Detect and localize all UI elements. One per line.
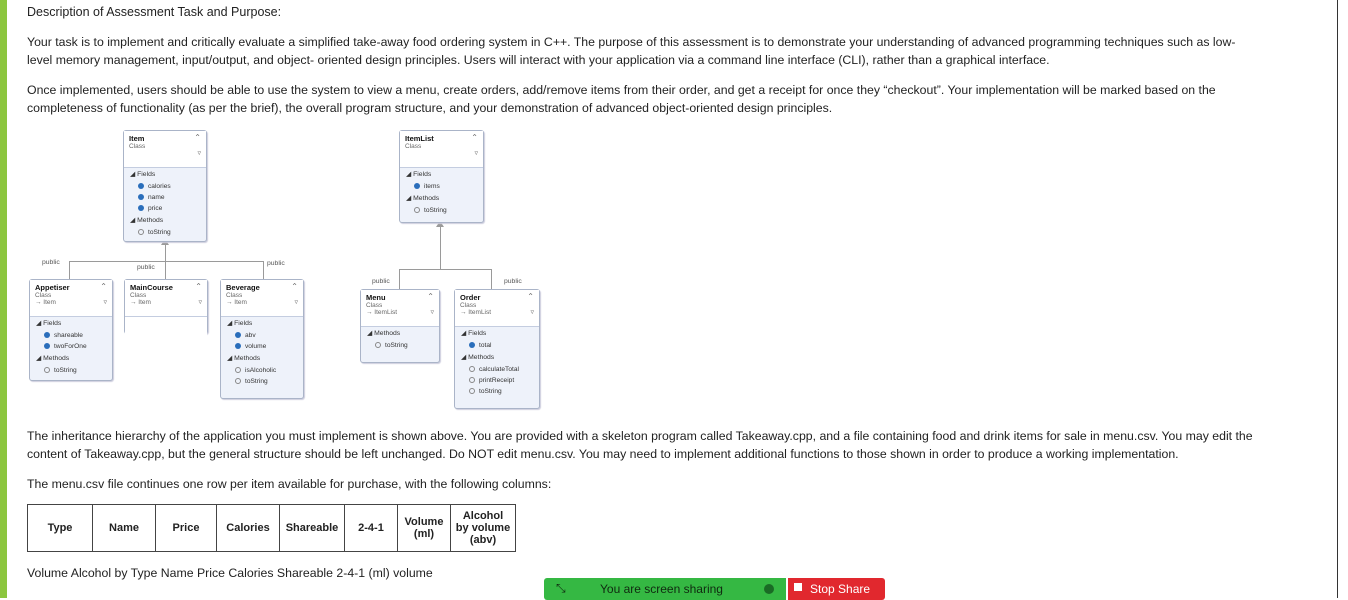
- stop-icon: [794, 583, 802, 591]
- class-name: Order: [460, 293, 481, 302]
- public-label: public: [372, 278, 390, 285]
- methods-section: ◢ Methods: [221, 352, 303, 365]
- screen-share-bar: [544, 578, 885, 600]
- class-kind: Class: [405, 143, 422, 150]
- sharing-status[interactable]: [544, 578, 786, 600]
- left-accent-bar: [0, 0, 7, 598]
- stop-share-button[interactable]: [788, 578, 885, 600]
- paragraph-task: [27, 33, 1322, 69]
- method-icon: [414, 207, 420, 213]
- field-row: items: [400, 181, 483, 192]
- class-parent: → Item: [35, 299, 56, 306]
- class-diagram: [27, 125, 587, 415]
- field-icon: [235, 332, 241, 338]
- uml-class-menu: [360, 289, 440, 363]
- sharing-status-text: You are screen sharing: [600, 582, 723, 596]
- class-kind: Class: [130, 292, 147, 299]
- methods-section: ◢ Methods: [400, 192, 483, 205]
- class-kind: Class: [226, 292, 243, 299]
- paragraph-line: Once implemented, users should be able to use the system to view a menu, create orders, add/remove items from their order, and get a receipt for once they “checkout”. Your implementation will be marked based on the: [27, 83, 1216, 97]
- connector: [263, 261, 264, 279]
- connector: [399, 269, 492, 270]
- class-name: Appetiser: [35, 283, 70, 292]
- connector: [440, 227, 441, 269]
- collapse-icon: ⌃: [471, 133, 478, 142]
- class-parent: → Item: [226, 299, 247, 306]
- class-kind: Class: [460, 302, 477, 309]
- filter-icon: ▿: [197, 150, 201, 157]
- filter-icon: ▿: [474, 150, 478, 157]
- menu-columns-table: [27, 504, 516, 552]
- class-kind: Class: [35, 292, 52, 299]
- paragraph-usage: [27, 81, 1322, 117]
- methods-section: ◢ Methods: [124, 214, 206, 227]
- stop-share-label: Stop Share: [810, 582, 871, 596]
- collapse-icon: ⌃: [427, 292, 434, 301]
- method-icon: [469, 388, 475, 394]
- field-row: twoForOne: [30, 341, 112, 352]
- class-parent: → Item: [130, 299, 151, 306]
- class-name: ItemList: [405, 134, 434, 143]
- method-row: isAlcoholic: [221, 365, 303, 376]
- method-row: printReceipt: [455, 375, 539, 386]
- paragraph-menu-csv: The menu.csv file continues one row per item available for purchase, with the following columns:: [27, 477, 552, 491]
- field-icon: [138, 194, 144, 200]
- column-header: Price: [156, 505, 217, 552]
- paragraph-line: completeness of functionality (as per the brief), the overall program structure, and your demonstration of advanced object-oriented design principles.: [27, 101, 833, 115]
- public-label: public: [137, 264, 155, 271]
- filter-icon: ▿: [103, 299, 107, 306]
- method-icon: [235, 367, 241, 373]
- field-icon: [44, 343, 50, 349]
- section-heading: Description of Assessment Task and Purpose:: [27, 5, 282, 19]
- collapse-icon: ⌃: [194, 133, 201, 142]
- field-icon: [44, 332, 50, 338]
- collapse-icon: ⌃: [527, 292, 534, 301]
- method-icon: [375, 342, 381, 348]
- connector: [491, 269, 492, 289]
- field-icon: [469, 342, 475, 348]
- method-icon: [138, 229, 144, 235]
- right-border: [1337, 0, 1338, 598]
- collapse-icon: ⌃: [291, 282, 298, 291]
- filter-icon: ▿: [294, 299, 298, 306]
- field-row: total: [455, 340, 539, 351]
- column-header: Volume (ml): [398, 505, 451, 552]
- field-icon: [414, 183, 420, 189]
- class-kind: Class: [129, 143, 146, 150]
- column-header: Shareable: [280, 505, 345, 552]
- method-icon: [469, 366, 475, 372]
- field-row: price: [124, 203, 206, 214]
- paragraph-hierarchy: [27, 427, 1322, 463]
- table-header-row: [28, 505, 516, 552]
- fields-section: ◢ Fields: [400, 168, 483, 181]
- field-row: shareable: [30, 330, 112, 341]
- paragraph-line: Your task is to implement and critically evaluate a simplified take-away food ordering system in C++. The purpose of this assessment is to demonstrate your understanding of advanced programming techniques such as low-: [27, 35, 1236, 49]
- column-header: Calories: [217, 505, 280, 552]
- collapse-icon: ⌃: [195, 282, 202, 291]
- fields-section: ◢ Fields: [455, 327, 539, 340]
- field-icon: [235, 343, 241, 349]
- column-header: Name: [93, 505, 156, 552]
- uml-class-itemlist: [399, 130, 484, 223]
- public-label: public: [504, 278, 522, 285]
- class-name: Beverage: [226, 283, 260, 292]
- public-label: public: [267, 260, 285, 267]
- connector: [69, 261, 263, 262]
- field-row: abv: [221, 330, 303, 341]
- method-icon: [44, 367, 50, 373]
- column-header: Alcohol by volume (abv): [451, 505, 516, 552]
- method-row: toString: [400, 205, 483, 216]
- drag-handle-icon[interactable]: ⤡: [556, 581, 566, 595]
- uml-class-order: [454, 289, 540, 409]
- class-kind: Class: [366, 302, 383, 309]
- method-row: toString: [455, 386, 539, 397]
- method-icon: [235, 378, 241, 384]
- paragraph-line: level memory management, input/output, and object- oriented design principles. Users will interact with your application via a command line interface (CLI), rather than a graphical interface.: [27, 53, 1050, 67]
- method-row: calculateTotal: [455, 364, 539, 375]
- uml-class-beverage: [220, 279, 304, 399]
- paragraph-line: content of Takeaway.cpp, but the general structure should be left unchanged. Do NOT edit menu.csv. You may need to implement additional functions to those shown in order to produce a working implementation.: [27, 447, 1179, 461]
- uml-class-maincourse: [124, 279, 208, 334]
- field-row: volume: [221, 341, 303, 352]
- class-name: Item: [129, 134, 145, 143]
- filter-icon: ▿: [430, 309, 434, 316]
- fields-section: ◢ Fields: [221, 317, 303, 330]
- connector: [399, 269, 400, 289]
- filter-icon: ▿: [530, 309, 534, 316]
- field-row: calories: [124, 181, 206, 192]
- filter-icon: ▿: [198, 299, 202, 306]
- method-icon: [469, 377, 475, 383]
- shield-icon: [764, 584, 774, 594]
- methods-section: ◢ Methods: [361, 327, 439, 340]
- fields-section: ◢ Fields: [124, 168, 206, 181]
- column-header: Type: [28, 505, 93, 552]
- connector: [165, 245, 166, 261]
- paragraph-line: The inheritance hierarchy of the application you must implement is shown above. You are provided with a skeleton program called Takeaway.cpp, and a file containing food and drink items for sale in menu.csv. You may edit the: [27, 429, 1253, 443]
- class-name: MainCourse: [130, 283, 173, 292]
- class-parent: → ItemList: [366, 309, 398, 316]
- class-name: Menu: [366, 293, 386, 302]
- methods-section: ◢ Methods: [455, 351, 539, 364]
- field-row: name: [124, 192, 206, 203]
- connector: [69, 261, 70, 279]
- method-row: toString: [361, 340, 439, 351]
- field-icon: [138, 205, 144, 211]
- connector: [165, 261, 166, 279]
- collapse-icon: ⌃: [100, 282, 107, 291]
- method-row: toString: [30, 365, 112, 376]
- methods-section: ◢ Methods: [30, 352, 112, 365]
- method-row: toString: [124, 227, 206, 238]
- table-text-line: Volume Alcohol by Type Name Price Calories Shareable 2-4-1 (ml) volume: [27, 566, 433, 580]
- method-row: toString: [221, 376, 303, 387]
- uml-class-appetiser: [29, 279, 113, 381]
- public-label: public: [42, 259, 60, 266]
- field-icon: [138, 183, 144, 189]
- class-parent: → ItemList: [460, 309, 492, 316]
- uml-class-item: [123, 130, 207, 242]
- column-header: 2-4-1: [345, 505, 398, 552]
- fields-section: ◢ Fields: [30, 317, 112, 330]
